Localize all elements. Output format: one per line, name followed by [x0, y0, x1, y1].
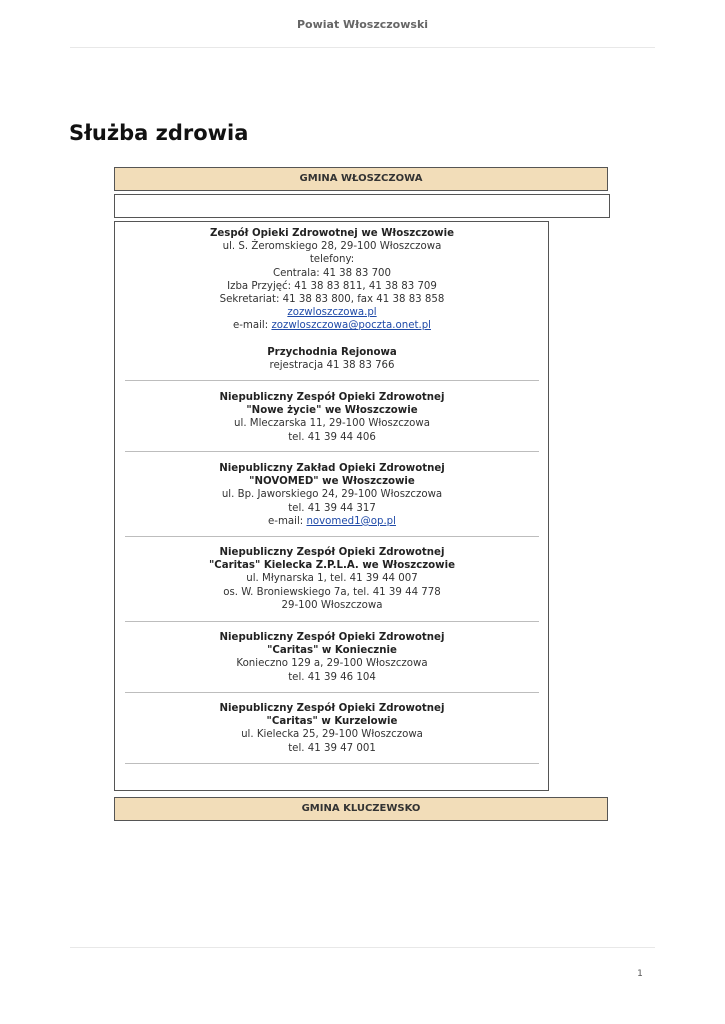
gmina-wloszczowa-header: GMINA WŁOSZCZOWA	[114, 167, 608, 191]
facility-name: Niepubliczny Zespół Opieki Zdrowotnej	[219, 547, 445, 558]
facility-zoz	[125, 227, 539, 372]
facility-phone: tel. 41 39 46 104	[288, 671, 376, 683]
divider	[125, 692, 539, 693]
email-label: e-mail:	[232, 320, 269, 332]
facility-name: "Caritas" w Kurzelowie	[266, 716, 398, 728]
facility-name: Niepubliczny Zespół Opieki Zdrowotnej	[219, 703, 445, 714]
facility-address: ul. Młynarska 1, tel. 41 39 44 007	[246, 573, 418, 585]
page-number: 1	[637, 969, 643, 979]
facility-nowe-zycie	[125, 391, 539, 444]
facilities-box	[114, 221, 549, 791]
facility-address: ul. Bp. Jaworskiego 24, 29-100 Włoszczowa	[221, 489, 443, 501]
facility-name: Zespół Opieki Zdrowotnej we Włoszczowie	[210, 228, 454, 239]
blank-table-row	[114, 194, 610, 218]
website-link[interactable]: zozwloszczowa.pl	[287, 307, 377, 319]
facility-phone: tel. 41 39 44 406	[288, 431, 376, 443]
facility-caritas-wloszczowa	[125, 546, 539, 612]
phones-label: telefony:	[309, 254, 355, 266]
facility-name: Niepubliczny Zespół Opieki Zdrowotnej	[219, 632, 445, 643]
facility-name: "Caritas" Kielecka Z.P.L.A. we Włoszczowie	[208, 560, 455, 572]
facility-address: ul. Mleczarska 11, 29-100 Włoszczowa	[234, 418, 430, 430]
clinic-phone: rejestracja 41 38 83 766	[269, 359, 395, 371]
clinic-name: Przychodnia Rejonowa	[267, 346, 397, 358]
divider	[125, 763, 539, 764]
phone-izba: Izba Przyjęć: 41 38 83 811, 41 38 83 709	[227, 280, 437, 292]
facility-novomed	[125, 462, 539, 528]
facility-phone: tel. 41 39 47 001	[288, 742, 376, 754]
facility-caritas-kurzelow	[125, 702, 539, 755]
phone-centrala: Centrala: 41 38 83 700	[272, 267, 392, 279]
phone-sekretariat: Sekretariat: 41 38 83 800, fax 41 38 83 858	[219, 294, 445, 306]
facility-address: ul. S. Żeromskiego 28, 29-100 Włoszczowa	[222, 241, 442, 253]
site-footer	[70, 947, 655, 948]
facility-address: ul. Kielecka 25, 29-100 Włoszczowa	[241, 729, 423, 741]
facility-name: "Nowe życie" we Włoszczowie	[246, 405, 418, 417]
facility-name: "Caritas" w Koniecznie	[267, 645, 397, 657]
facility-phone: tel. 41 39 44 317	[288, 502, 376, 514]
email-link[interactable]: novomed1@op.pl	[306, 515, 396, 527]
divider	[125, 621, 539, 622]
page-title: Służba zdrowia	[69, 121, 249, 145]
facility-name: Niepubliczny Zespół Opieki Zdrowotnej	[219, 392, 445, 403]
facility-name: Niepubliczny Zakład Opieki Zdrowotnej	[219, 463, 445, 474]
facility-address: Konieczno 129 a, 29-100 Włoszczowa	[236, 658, 428, 670]
divider	[125, 451, 539, 452]
email-label: e-mail:	[268, 515, 304, 527]
email-link[interactable]: zozwloszczowa@poczta.onet.pl	[271, 320, 431, 332]
divider	[125, 380, 539, 381]
site-name: Powiat Włoszczowski	[296, 18, 429, 31]
gmina-kluczewsko-header: GMINA KLUCZEWSKO	[114, 797, 608, 821]
facility-address: os. W. Broniewskiego 7a, tel. 41 39 44 778	[223, 586, 441, 598]
facility-name: "NOVOMED" we Włoszczowie	[249, 476, 415, 488]
divider	[125, 536, 539, 537]
facility-caritas-koniecznie	[125, 631, 539, 684]
facility-postal: 29-100 Włoszczowa	[281, 599, 383, 611]
site-header	[70, 0, 655, 48]
